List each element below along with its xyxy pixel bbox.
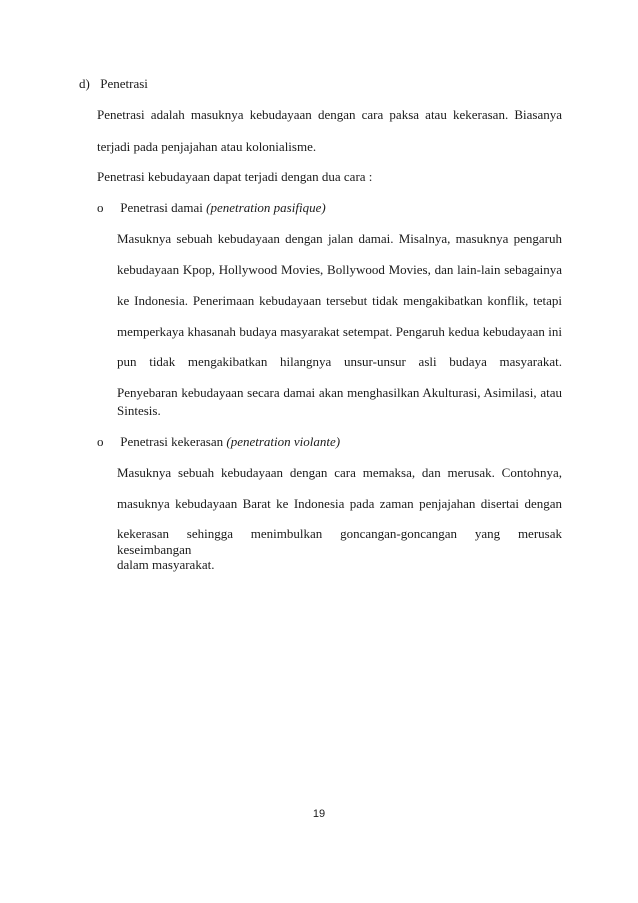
kekerasan-line-4: dalam masyarakat. xyxy=(117,557,215,572)
kekerasan-line-2: masuknya kebudayaan Barat ke Indonesia pada zaman penjajahan disertai dengan xyxy=(117,496,562,511)
bullet-item-penetrasi-kekerasan xyxy=(97,434,340,450)
bullet-term: (penetration violante) xyxy=(226,434,341,449)
bullet-icon: o xyxy=(97,434,104,449)
damai-line-3: ke Indonesia. Penerimaan kebudayaan tersebut tidak mengakibatkan konflik, tetapi xyxy=(117,293,562,308)
ways-sentence: Penetrasi kebudayaan dapat terjadi dengan dua cara : xyxy=(97,169,373,184)
damai-line-7: Sintesis. xyxy=(117,403,161,418)
section-marker: d) xyxy=(79,76,90,91)
kekerasan-line-1: Masuknya sebuah kebudayaan dengan cara memaksa, dan merusak. Contohnya, xyxy=(117,465,562,480)
damai-line-1: Masuknya sebuah kebudayaan dengan jalan damai. Misalnya, masuknya pengaruh xyxy=(117,231,562,246)
intro-line-2: terjadi pada penjajahan atau kolonialisme. xyxy=(97,139,317,154)
bullet-icon: o xyxy=(97,200,104,215)
section-heading xyxy=(79,76,148,92)
bullet-item-penetrasi-damai xyxy=(97,200,326,216)
bullet-label: Penetrasi damai xyxy=(120,200,203,215)
section-title: Penetrasi xyxy=(100,76,148,91)
damai-line-6: Penyebaran kebudayaan secara damai akan menghasilkan Akulturasi, Asimilasi, atau xyxy=(117,385,562,400)
intro-line-1: Penetrasi adalah masuknya kebudayaan dengan cara paksa atau kekerasan. Biasanya xyxy=(97,107,562,122)
page-number: 19 xyxy=(312,808,326,820)
bullet-term: (penetration pasifique) xyxy=(206,200,326,215)
damai-line-2: kebudayaan Kpop, Hollywood Movies, Bollywood Movies, dan lain-lain sebagainya xyxy=(117,262,562,277)
damai-line-4: memperkaya khasanah budaya masyarakat setempat. Pengaruh kedua kebudayaan ini xyxy=(117,324,562,339)
bullet-label: Penetrasi kekerasan xyxy=(120,434,224,449)
kekerasan-line-3: kekerasan sehingga menimbulkan goncangan-goncangan yang merusak keseimbangan xyxy=(117,526,562,557)
damai-line-5: pun tidak mengakibatkan hilangnya unsur-unsur asli budaya masyarakat. xyxy=(117,354,562,369)
